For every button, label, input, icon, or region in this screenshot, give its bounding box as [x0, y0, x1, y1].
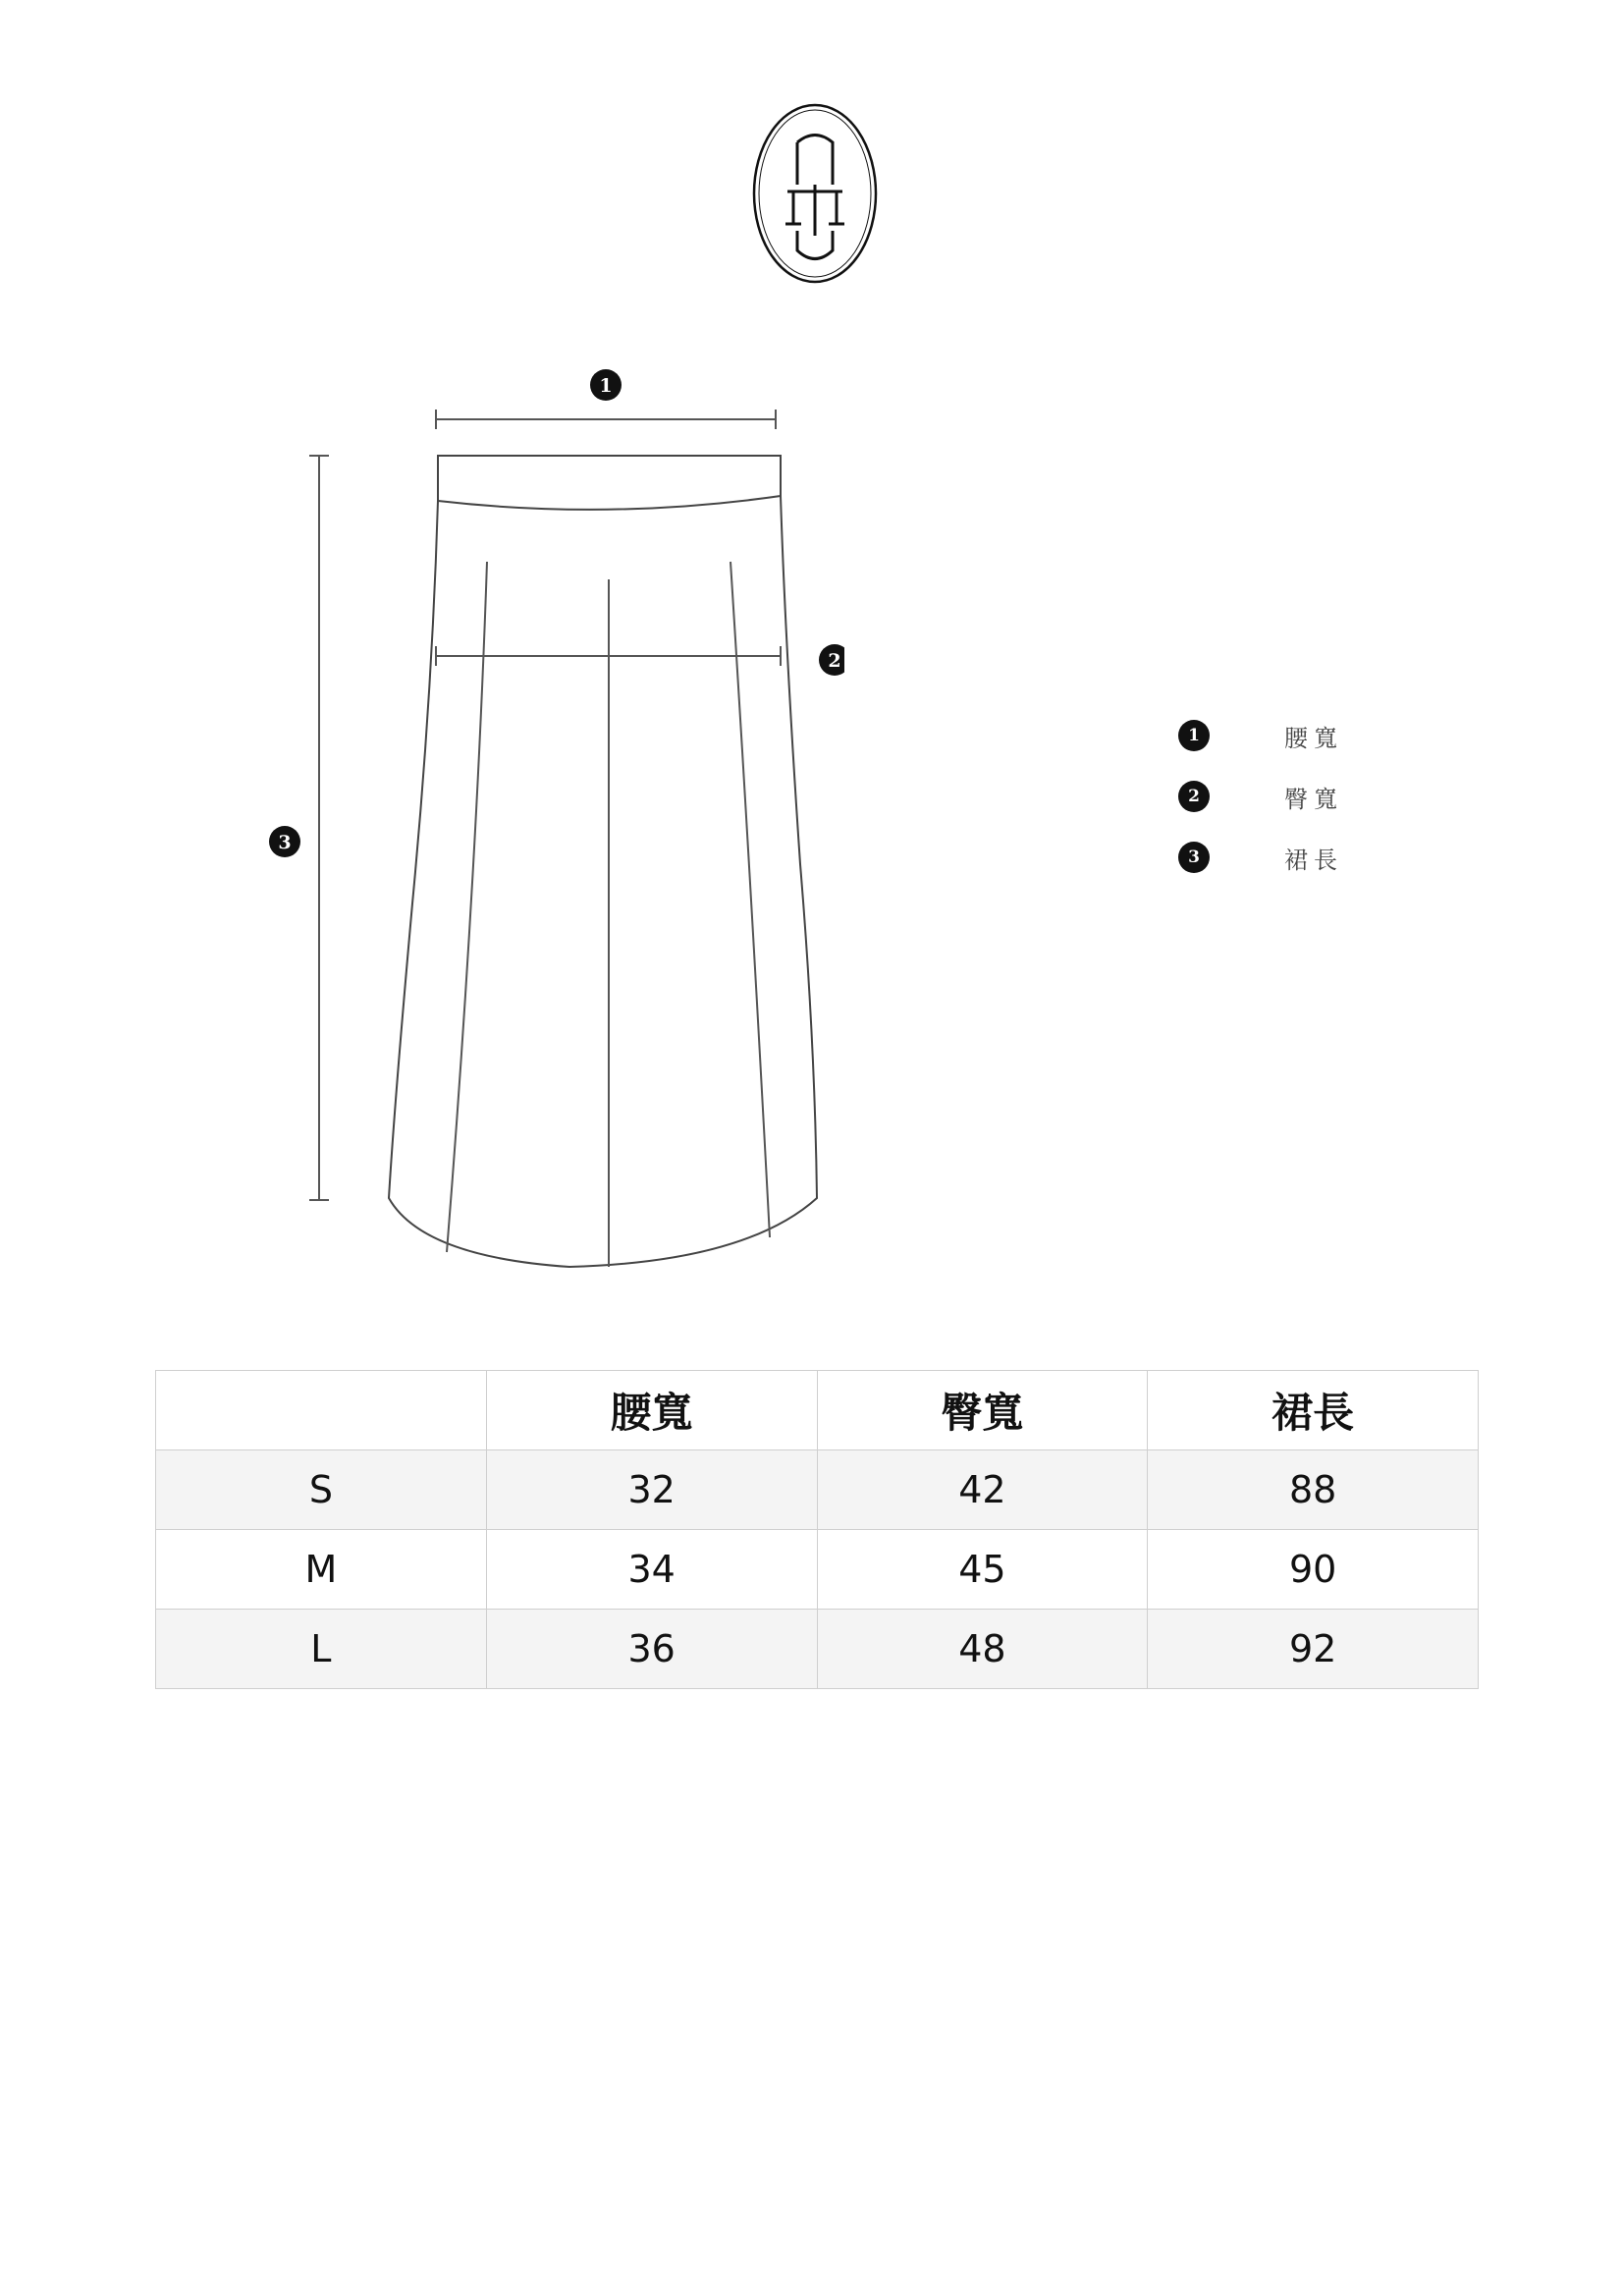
- svg-text:2: 2: [828, 650, 841, 672]
- table-header-waist: 腰寬: [486, 1371, 817, 1450]
- legend-number-2-icon: 2: [1178, 781, 1210, 812]
- table-cell-size: M: [156, 1530, 487, 1610]
- legend-label-waist: 腰寬: [1284, 724, 1343, 752]
- table-header-row: [156, 1371, 1479, 1450]
- marker-1-icon: [590, 369, 622, 401]
- table-cell-waist: 34: [486, 1530, 817, 1610]
- table-cell-waist: 32: [486, 1450, 817, 1530]
- table-cell-hip: 45: [817, 1530, 1148, 1610]
- waist-measure-line: [436, 410, 776, 429]
- measurement-legend: [1178, 705, 1343, 888]
- legend-number-3-icon: 3: [1178, 842, 1210, 873]
- table-cell-length: 88: [1148, 1450, 1479, 1530]
- marker-2-icon: [819, 644, 844, 676]
- legend-item-waist: [1178, 705, 1343, 766]
- table-cell-length: 92: [1148, 1610, 1479, 1689]
- svg-text:1: 1: [599, 375, 613, 397]
- marker-3-icon: [269, 826, 300, 857]
- table-cell-hip: 48: [817, 1610, 1148, 1689]
- table-cell-length: 90: [1148, 1530, 1479, 1610]
- table-header-hip: 臀寬: [817, 1371, 1148, 1450]
- table-header-size: [156, 1371, 487, 1450]
- legend-number-1-icon: 1: [1178, 720, 1210, 751]
- table-row: [156, 1530, 1479, 1610]
- brand-logo: [746, 98, 884, 290]
- table-cell-hip: 42: [817, 1450, 1148, 1530]
- table-header-length: 裙長: [1148, 1371, 1479, 1450]
- table-cell-size: S: [156, 1450, 487, 1530]
- legend-item-hip: [1178, 766, 1343, 827]
- legend-label-hip: 臀寬: [1284, 785, 1343, 813]
- table-cell-size: L: [156, 1610, 487, 1689]
- skirt-seam-right: [730, 562, 770, 1237]
- length-measure-line: [309, 456, 329, 1200]
- skirt-waistband: [438, 456, 781, 510]
- legend-item-length: [1178, 827, 1343, 888]
- legend-label-length: 裙長: [1284, 846, 1343, 874]
- svg-text:3: 3: [278, 832, 292, 853]
- skirt-seam-left: [447, 562, 487, 1252]
- table-cell-waist: 36: [486, 1610, 817, 1689]
- skirt-measurement-diagram: [255, 354, 844, 1296]
- size-chart-table: [155, 1370, 1479, 1689]
- table-row: [156, 1610, 1479, 1689]
- skirt-body-outline: [389, 496, 817, 1267]
- table-row: [156, 1450, 1479, 1530]
